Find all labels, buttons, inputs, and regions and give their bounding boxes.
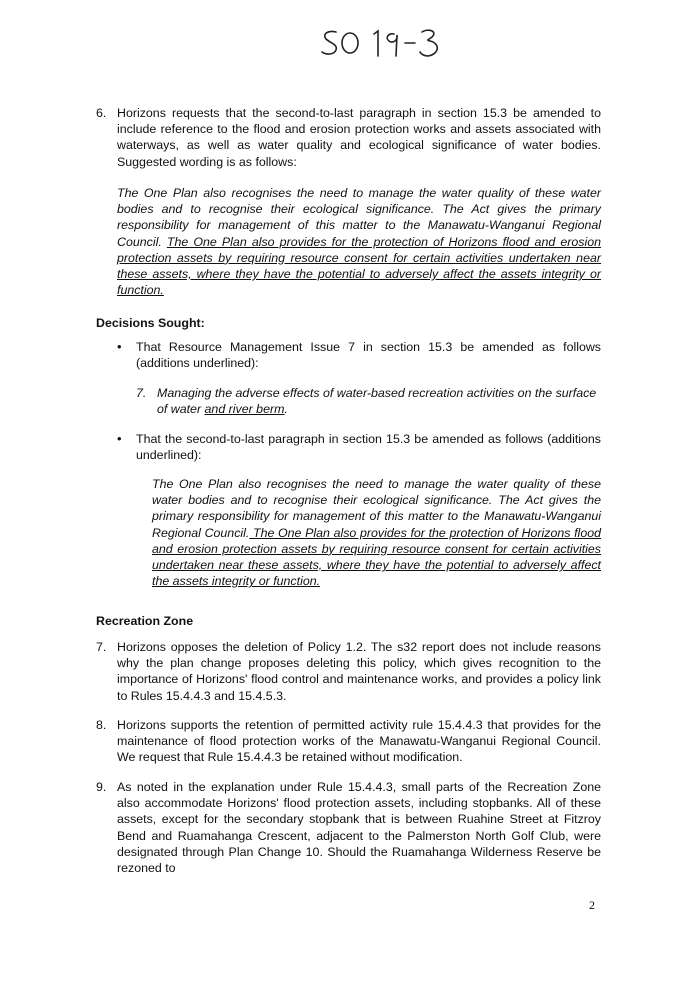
bullet-2-quote bbox=[152, 476, 601, 589]
item-9-text: As noted in the explanation under Rule 15.4.4.3, small parts of the Recreation Zone also accommodate Horizons' flood protection assets, including stopbanks. All of these assets, except for the secondary stopbank that is between Ruahine Street at Fitzroy Bend and Ruamahanga Crescent, adjacent to the Palmerston North Golf Club, were designated through Plan Change 10. Should the Ruamahanga Wilderness Reserve be rezoned to bbox=[117, 780, 601, 876]
item-8-text: Horizons supports the retention of permitted activity rule 15.4.4.3 that provides for the maintenance of flood protection works of the Manawatu-Wanganui Regional Council. We request that Rule 15.4.4.3 be retained without modification. bbox=[117, 718, 601, 765]
bullet-2-marker: • bbox=[117, 431, 122, 446]
bullet-2-quote-plain: The One Plan also recognises the need to manage the water quality of these water bodies and to recognise their ecological significance. The Act gives the primary responsibility for management of this matter to the Manawatu-Wanganui Regional Council. bbox=[152, 477, 601, 540]
recreation-zone-heading: Recreation Zone bbox=[96, 614, 194, 628]
page-number: 2 bbox=[589, 898, 595, 912]
item-8-number: 8. bbox=[96, 718, 107, 732]
item-6-quote bbox=[117, 185, 601, 298]
bullet-1-sub-end: . bbox=[284, 402, 288, 417]
item-6-quote-plain: The One Plan also recognises the need to manage the water quality of these water bodies and to recognise their ecological significance. The Act gives the primary responsibility for management of this matter to the Manawatu-Wanganui Regional Council. bbox=[117, 186, 601, 249]
bullet-2-quote-underlined: The One Plan also provides for the protection of Horizons flood and erosion protection assets by requiring resource consent for certain activities undertaken near these assets, where they have the potential to adversely affect the assets integrity or function. bbox=[152, 525, 601, 589]
handwritten-annotation bbox=[318, 22, 448, 60]
bullet-2-text: That the second-to-last paragraph in section 15.3 be amended as follows (additions underlined): bbox=[136, 432, 601, 463]
item-7-text: Horizons opposes the deletion of Policy 1.2. The s32 report does not include reasons why the plan change proposes deleting this policy, which gives recognition to the importance of Horizons' flood control and maintenance works, and provides a policy link to Rules 15.4.4.3 and 15.4.5.3. bbox=[117, 640, 601, 703]
bullet-1-text: That Resource Management Issue 7 in section 15.3 be amended as follows (additions underlined): bbox=[136, 340, 601, 371]
bullet-1-sub-number: 7. bbox=[136, 386, 147, 400]
bullet-1-sub-text bbox=[157, 385, 601, 417]
item-6-text: Horizons requests that the second-to-last paragraph in section 15.3 be amended to include reference to the flood and erosion protection works and assets associated with waterways, as well as water quality and ecological significance of water bodies. Suggested wording is as follows: bbox=[117, 106, 601, 169]
item-6-number: 6. bbox=[96, 106, 107, 120]
item-9-number: 9. bbox=[96, 780, 107, 794]
bullet-1-sub-underlined: and river berm bbox=[204, 402, 285, 417]
bullet-1-sub-plain: Managing the adverse effects of water-based recreation activities on the surface of water bbox=[157, 386, 597, 417]
bullet-1-marker: • bbox=[117, 339, 122, 354]
item-7-number: 7. bbox=[96, 640, 107, 654]
item-6-quote-underlined: The One Plan also provides for the protection of Horizons flood and erosion protection assets by requiring resource consent for certain activities undertaken near these assets, where they have the potential to adversely affect the assets integrity or function. bbox=[117, 234, 601, 298]
decisions-heading: Decisions Sought: bbox=[96, 316, 205, 330]
